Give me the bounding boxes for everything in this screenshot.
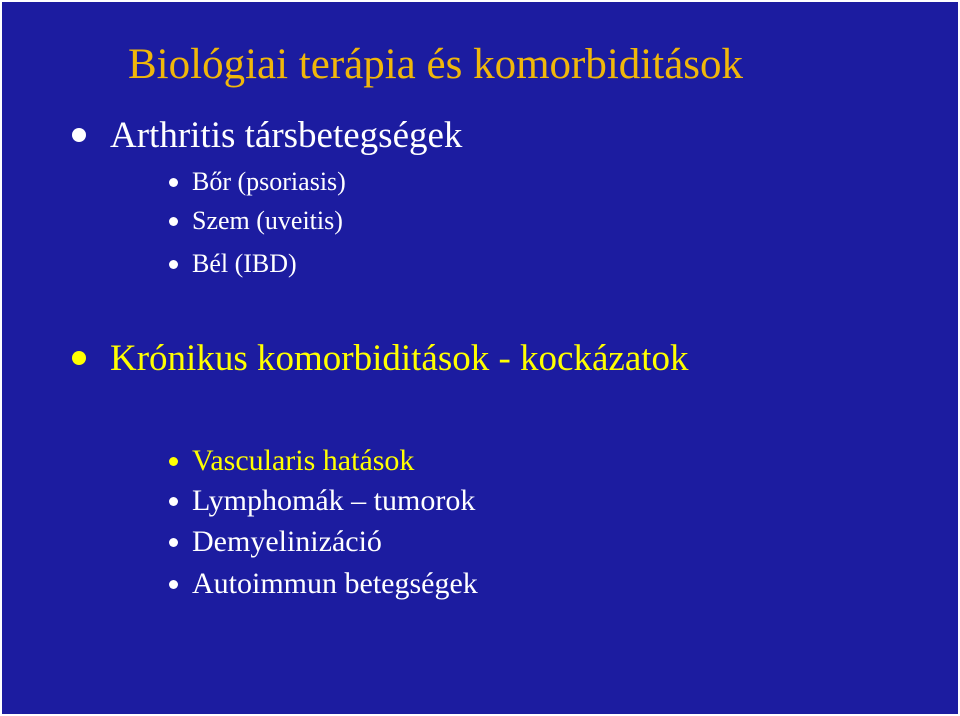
list-item [169, 166, 346, 198]
section-arthritis [72, 110, 462, 160]
list-item [169, 524, 382, 560]
bullet-icon [169, 260, 178, 269]
bullet-icon [169, 580, 178, 589]
section-chronic [72, 333, 689, 383]
list-item-text: Vascularis hatások [192, 444, 415, 477]
bullet-icon [169, 538, 178, 547]
bullet-icon [169, 497, 178, 506]
list-item [169, 205, 343, 237]
bullet-icon [169, 178, 178, 187]
section-heading: Krónikus komorbiditások - kockázatok [110, 337, 689, 379]
bullet-icon [72, 128, 86, 142]
list-item [169, 443, 414, 479]
bullet-icon [169, 217, 178, 226]
slide [2, 2, 958, 714]
section-heading: Arthritis társbetegségek [110, 114, 463, 156]
list-item [169, 248, 297, 280]
list-item-text: Bél (IBD) [192, 249, 297, 278]
list-item [169, 483, 475, 519]
slide-title: Biológiai terápia és komorbiditások [128, 41, 744, 88]
bullet-icon [169, 457, 178, 466]
list-item-text: Bőr (psoriasis) [192, 167, 346, 196]
list-item-text: Lymphomák – tumorok [192, 484, 476, 517]
list-item-text: Autoimmun betegségek [192, 567, 478, 600]
list-item [169, 566, 478, 602]
list-item-text: Demyelinizáció [192, 525, 382, 558]
bullet-icon [72, 351, 86, 365]
list-item-text: Szem (uveitis) [192, 206, 343, 235]
